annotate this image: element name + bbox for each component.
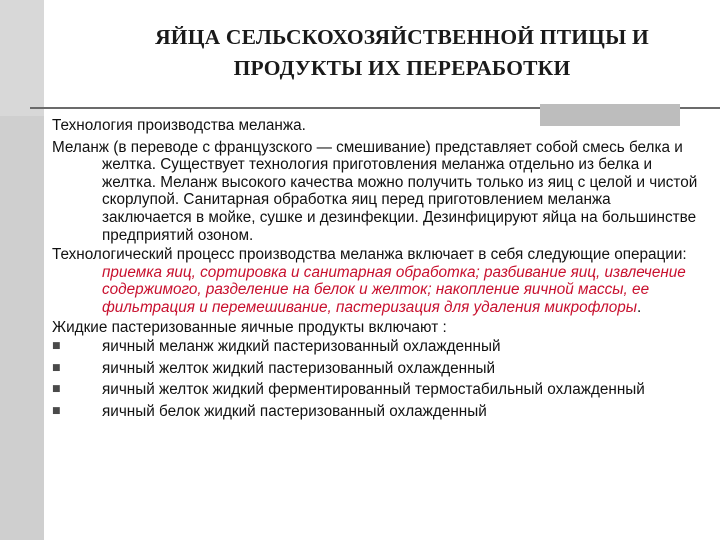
list-item-text: яичный желток жидкий ферментированный термостабильный охлажденный	[102, 381, 645, 399]
list-item	[52, 381, 700, 399]
slide-title: ЯЙЦА СЕЛЬСКОХОЗЯЙСТВЕННОЙ ПТИЦЫ И ПРОДУКТЫ ИХ ПЕРЕРАБОТКИ	[155, 25, 649, 80]
paragraph-melange-definition: Меланж (в переводе с французского — смешивание) представляет собой смесь белка и желтка. Существует технология приготовления меланжа отдельно из белка и желтка. Меланж высокого качества можно получить только из яиц с целой и чистой скорлупой. Санитарная обработка яиц перед приготовлением меланжа заключается в мойке, сушке и дезинфекции. Дезинфицируют яйца на большинстве предприятий озоном.	[52, 138, 698, 244]
section-heading: Технология производства меланжа.	[52, 117, 306, 134]
left-decor-band-lower	[0, 116, 44, 540]
square-bullet-icon: ■	[52, 362, 61, 373]
slide-body	[52, 117, 700, 425]
list-item	[52, 403, 700, 421]
title-area	[44, 0, 720, 104]
list-item	[52, 360, 700, 378]
square-bullet-icon: ■	[52, 405, 61, 416]
paragraph-process	[52, 246, 700, 316]
process-operations: приемка яиц, сортировка и санитарная обработка; разбивание яиц, извлечение содержимого, разделение на белок и желток; накопление яичной массы, ее фильтрация и перемешивание, пастеризация для удаления микрофлоры	[102, 263, 686, 316]
square-bullet-icon: ■	[52, 341, 61, 352]
square-bullet-icon: ■	[52, 384, 61, 395]
list-item-text: яичный меланж жидкий пастеризованный охлажденный	[102, 338, 501, 356]
list-item-text: яичный белок жидкий пастеризованный охлажденный	[102, 402, 487, 420]
process-end: .	[637, 298, 642, 316]
paragraph-products-intro: Жидкие пастеризованные яичные продукты включают :	[52, 318, 447, 336]
list-item	[52, 338, 700, 356]
process-lead: Технологический процесс производства меланжа включает в себя следующие операции:	[52, 246, 687, 264]
list-item-text: яичный желток жидкий пастеризованный охлажденный	[102, 359, 496, 377]
